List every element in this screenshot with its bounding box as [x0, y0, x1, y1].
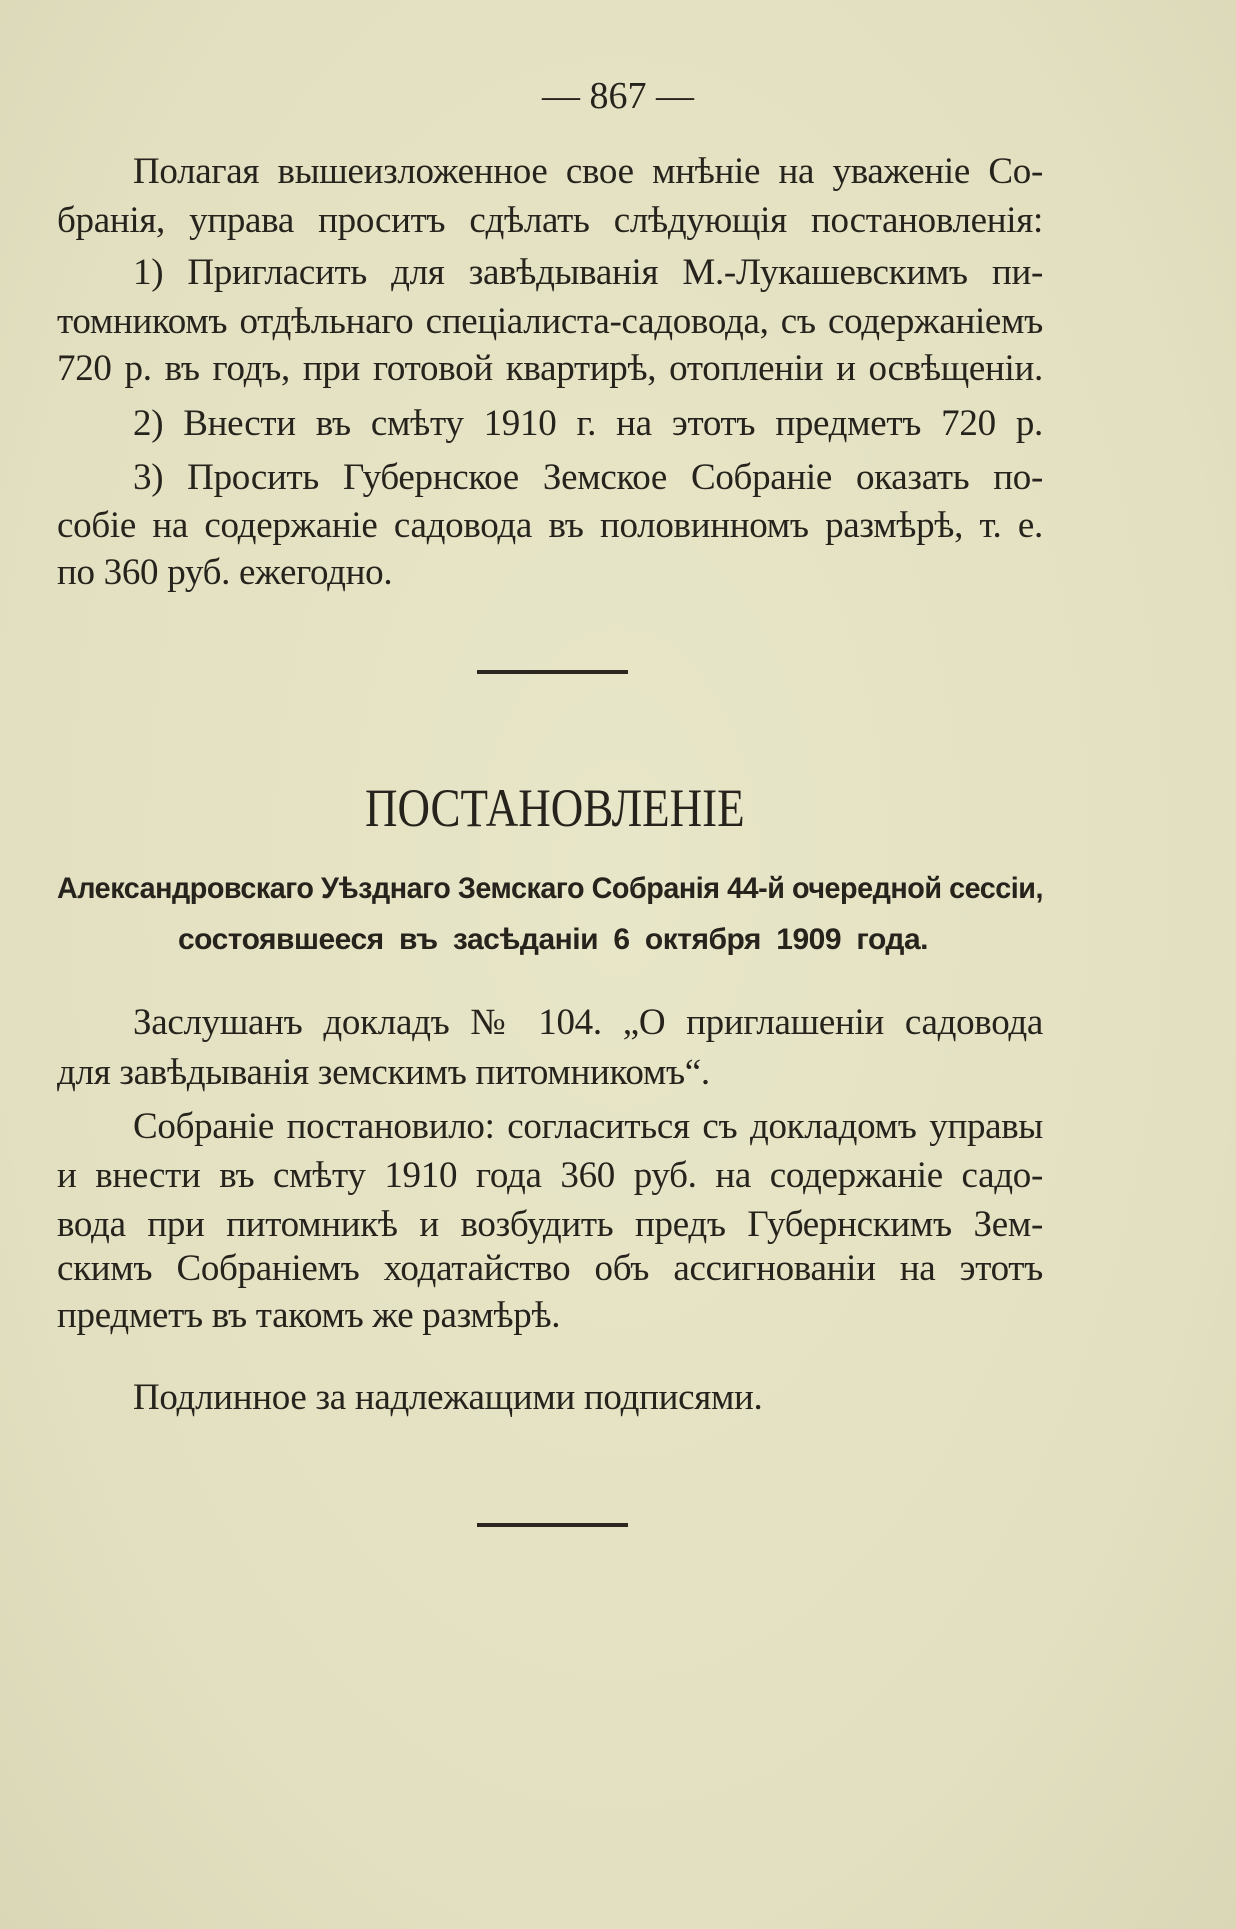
page-number: — 867 — [542, 75, 694, 117]
text-line: собіе на содержаніе садовода въ половинномъ размѣрѣ, т. е. [57, 505, 1043, 546]
text-line: 720 р. въ годъ, при готовой квартирѣ, отопленіи и освѣщеніи. [57, 348, 1043, 389]
text-line: скимъ Собраніемъ ходатайство объ ассигнованіи на этотъ [57, 1248, 1043, 1289]
text-line: 2) Внести въ смѣту 1910 г. на этотъ предметъ 720 р. [133, 403, 1043, 444]
text-line: и внести въ смѣту 1910 года 360 руб. на содержаніе садо- [57, 1155, 1043, 1196]
text-line: бранія, управа проситъ сдѣлать слѣдующія постановленія: [57, 200, 1043, 241]
text-line: Заслушанъ докладъ № 104. „О приглашеніи садовода [133, 1002, 1043, 1043]
text-line: Полагая вышеизложенное свое мнѣніе на уваженіе Со- [133, 151, 1043, 192]
subtitle-line: Александровскаго Уѣзднаго Земскаго Собранія 44-й очередной сессіи, [57, 872, 1043, 905]
text-line: томникомъ отдѣльнаго спеціалиста-садовода, съ содержаніемъ [57, 301, 1043, 342]
text-line: 3) Просить Губернское Земское Собраніе оказать по- [133, 457, 1043, 498]
text-line: Собраніе постановило: согласиться съ докладомъ управы [133, 1106, 1043, 1147]
text-line: предметъ въ такомъ же размѣрѣ. [57, 1295, 561, 1336]
divider-rule [477, 1523, 628, 1527]
closing-line: Подлинное за надлежащими подписями. [133, 1377, 763, 1418]
text-line: вода при питомникѣ и возбудить предъ Губернскимъ Зем- [57, 1204, 1043, 1245]
divider-rule [477, 670, 628, 674]
section-title: ПОСТАНОВЛЕНІЕ [365, 778, 745, 838]
text-line: 1) Пригласить для завѣдыванія М.-Лукашевскимъ пи- [133, 252, 1043, 293]
text-line: по 360 руб. ежегодно. [57, 552, 393, 593]
subtitle-line: состоявшееся въ засѣданіи 6 октября 1909 года. [178, 923, 928, 956]
text-line: для завѣдыванія земскимъ питомникомъ“. [57, 1052, 710, 1093]
